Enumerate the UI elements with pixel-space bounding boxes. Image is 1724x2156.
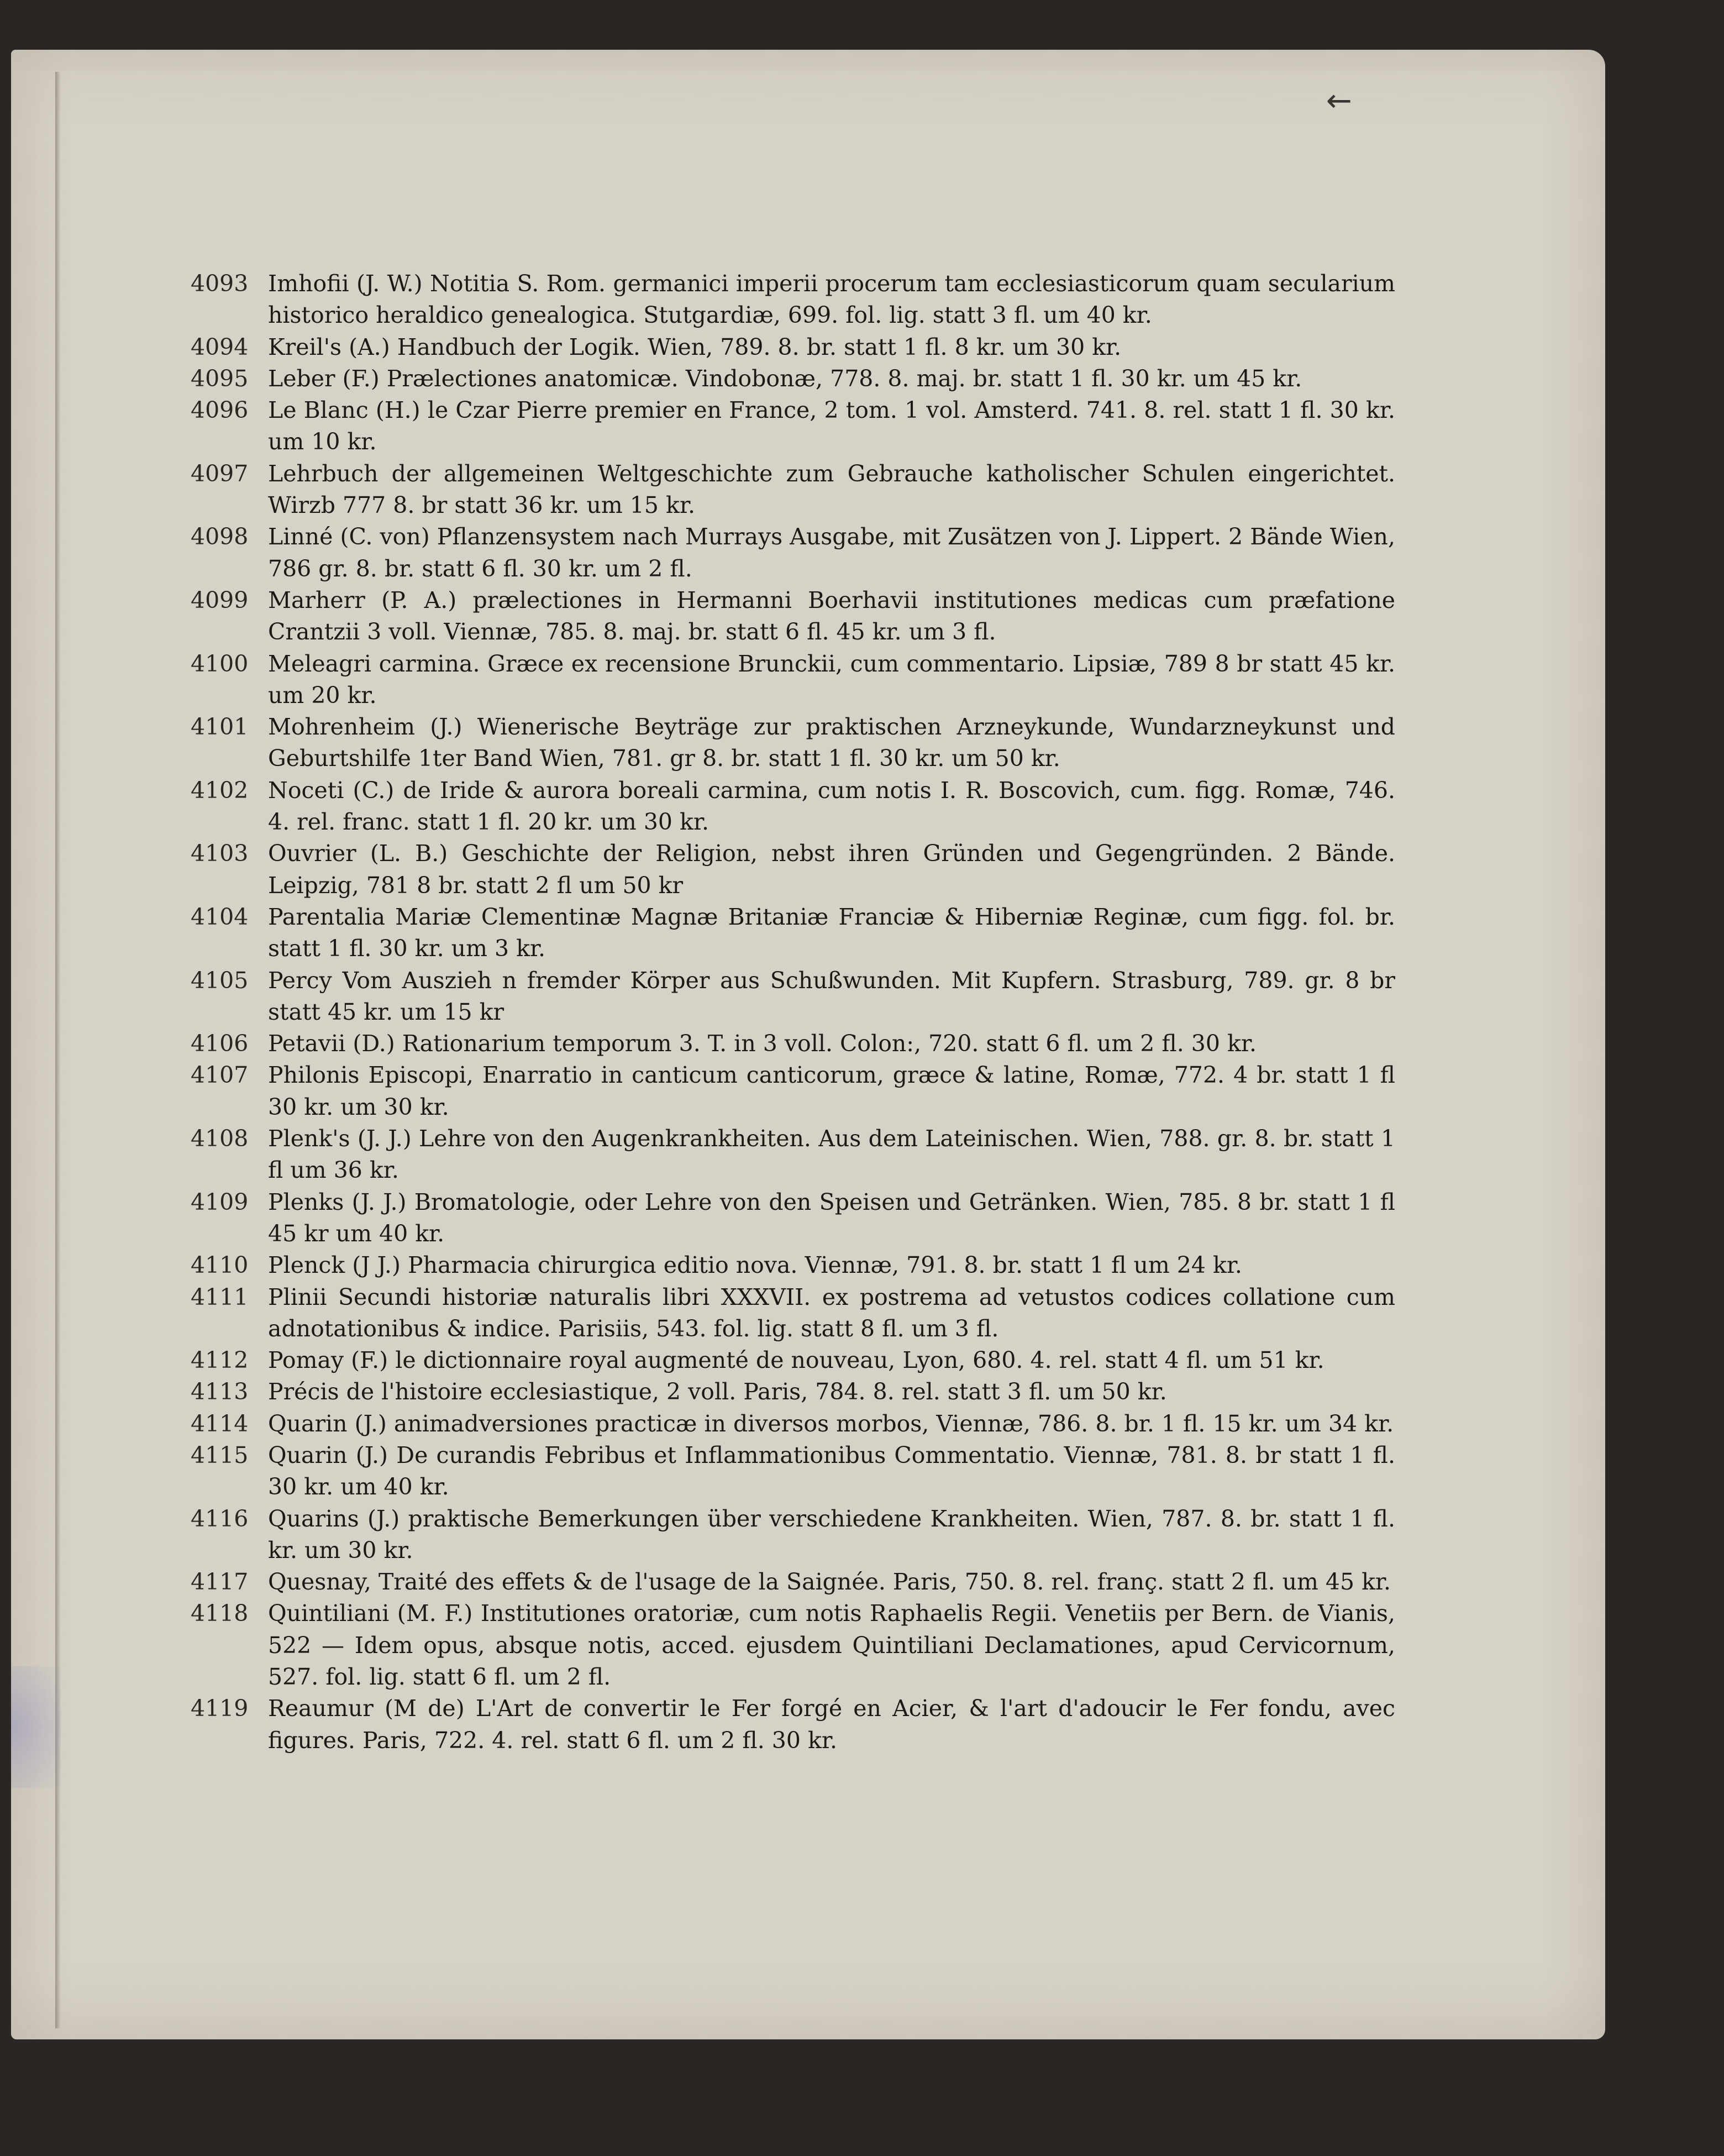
entry-number: 4116: [191, 1505, 249, 1532]
catalog-entry: [191, 363, 1395, 395]
entry-number: 4107: [191, 1062, 249, 1089]
entry-text: Noceti (C.) de Iride & aurora boreali carmina, cum notis I. R. Boscovich, cum. figg. Romæ, 746. 4. rel. franc. statt 1 fl. 20 kr. um 30 kr.: [268, 777, 1395, 836]
entry-text: Leber (F.) Prælectiones anatomicæ. Vindobonæ, 778. 8. maj. br. statt 1 fl. 30 kr. um 45 kr.: [268, 365, 1302, 392]
entry-text: Plenks (J. J.) Bromatologie, oder Lehre von den Speisen und Getränken. Wien, 785. 8 br. statt 1 fl 45 kr um 40 kr.: [268, 1188, 1395, 1247]
entry-text: Lehrbuch der allgemeinen Weltgeschichte zum Gebrauche katholischer Schulen eingerichtet. Wirzb 777 8. br statt 36 kr. um 15 kr.: [268, 460, 1395, 519]
entry-number: 4110: [191, 1252, 249, 1279]
corner-pencil-mark: ←: [1326, 83, 1352, 119]
entry-text: Quarin (J.) De curandis Febribus et Inflammationibus Commentatio. Viennæ, 781. 8. br statt 1 fl. 30 kr. um 40 kr.: [268, 1441, 1395, 1501]
catalog-entry: [191, 901, 1395, 965]
entry-text: Imhofii (J. W.) Notitia S. Rom. germanici imperii procerum tam ecclesiasticorum quam secularium historico heraldico genealogica. Stutgardiæ, 699. fol. lig. statt 3 fl. um 40 kr.: [268, 270, 1395, 329]
catalog-entry: [191, 585, 1395, 648]
entry-text: Parentalia Mariæ Clementinæ Magnæ Britaniæ Franciæ & Hiberniæ Reginæ, cum figg. fol. br. statt 1 fl. 30 kr. um 3 kr.: [268, 903, 1395, 962]
entry-number: 4111: [191, 1283, 249, 1310]
catalog-entry: [191, 1566, 1395, 1598]
entry-text: Percy Vom Auszieh n fremder Körper aus Schußwunden. Mit Kupfern. Strasburg, 789. gr. 8 br statt 45 kr. um 15 kr: [268, 967, 1395, 1025]
entry-number: 4113: [191, 1378, 249, 1405]
catalog-entry: [191, 395, 1395, 458]
catalog-entry: [191, 965, 1395, 1029]
catalog-entry: [191, 648, 1395, 712]
catalog-entry: [191, 838, 1395, 901]
entry-text: Kreil's (A.) Handbuch der Logik. Wien, 789. 8. br. statt 1 fl. 8 kr. um 30 kr.: [268, 333, 1122, 360]
catalog-entry: [191, 1059, 1395, 1123]
entry-text: Ouvrier (L. B.) Geschichte der Religion, nebst ihren Gründen und Gegengründen. 2 Bände. Leipzig, 781 8 br. statt 2 fl um 50 kr: [268, 840, 1395, 899]
entry-number: 4100: [191, 650, 249, 677]
entry-number: 4114: [191, 1410, 249, 1437]
entry-text: Linné (C. von) Pflanzensystem nach Murrays Ausgabe, mit Zusätzen von J. Lippert. 2 Bände Wien, 786 gr. 8. br. statt 6 fl. 30 kr. um 2 fl.: [268, 523, 1395, 582]
catalog-entry: [191, 775, 1395, 838]
entry-text: Quarins (J.) praktische Bemerkungen über verschiedene Krankheiten. Wien, 787. 8. br. statt 1 fl. kr. um 30 kr.: [268, 1505, 1395, 1564]
entry-text: Précis de l'histoire ecclesiastique, 2 voll. Paris, 784. 8. rel. statt 3 fl. um 50 kr.: [268, 1378, 1167, 1405]
catalog-entry: [191, 458, 1395, 522]
catalog-entry: [191, 521, 1395, 585]
entry-number: 4118: [191, 1600, 249, 1627]
entry-text: Mohrenheim (J.) Wienerische Beyträge zur praktischen Arzneykunde, Wundarzneykunst und Geburtshilfe 1ter Band Wien, 781. gr 8. br. statt 1 fl. 30 kr. um 50 kr.: [268, 714, 1395, 772]
entry-number: 4117: [191, 1569, 249, 1596]
catalog-entry: [191, 1440, 1395, 1503]
catalog-entry: [191, 1250, 1395, 1281]
entry-number: 4094: [191, 333, 249, 360]
entry-number: 4101: [191, 714, 249, 741]
entry-text: Marherr (P. A.) prælectiones in Hermanni Boerhavii institutiones medicas cum præfatione Crantzii 3 voll. Viennæ, 785. 8. maj. br. statt 6 fl. 45 kr. um 3 fl.: [268, 586, 1395, 646]
catalog-entry: [191, 711, 1395, 775]
catalog-page: [11, 50, 1605, 2039]
catalog-entry: [191, 332, 1395, 363]
entry-text: Pomay (F.) le dictionnaire royal augmenté de nouveau, Lyon, 680. 4. rel. statt 4 fl. um 51 kr.: [268, 1347, 1324, 1374]
catalog-entry: [191, 1123, 1395, 1187]
entry-text: Plenk's (J. J.) Lehre von den Augenkrankheiten. Aus dem Lateinischen. Wien, 788. gr. 8. br. statt 1 fl um 36 kr.: [268, 1125, 1395, 1184]
catalog-entry: [191, 1693, 1395, 1756]
entry-text: Quarin (J.) animadversiones practicæ in diversos morbos, Viennæ, 786. 8. br. 1 fl. 15 kr. um 34 kr.: [268, 1410, 1394, 1437]
catalog-entry: [191, 1598, 1395, 1693]
book-catalog-list: [191, 268, 1395, 1756]
catalog-entry: [191, 1187, 1395, 1250]
entry-number: 4098: [191, 523, 249, 550]
entry-number: 4106: [191, 1030, 249, 1057]
entry-number: 4096: [191, 397, 249, 424]
entry-number: 4108: [191, 1125, 249, 1152]
catalog-entry: [191, 268, 1395, 332]
entry-text: Plenck (J J.) Pharmacia chirurgica editio nova. Viennæ, 791. 8. br. statt 1 fl um 24 kr.: [268, 1252, 1242, 1279]
entry-number: 4112: [191, 1347, 249, 1374]
entry-number: 4109: [191, 1188, 249, 1215]
entry-number: 4095: [191, 365, 249, 392]
entry-number: 4099: [191, 586, 249, 613]
entry-number: 4102: [191, 777, 249, 804]
catalog-entry: [191, 1028, 1395, 1059]
entry-number: 4103: [191, 840, 249, 867]
entry-number: 4093: [191, 270, 249, 297]
entry-number: 4097: [191, 460, 249, 487]
catalog-entry: [191, 1345, 1395, 1376]
entry-number: 4105: [191, 967, 249, 994]
entry-text: Meleagri carmina. Græce ex recensione Brunckii, cum commentario. Lipsiæ, 789 8 br statt 45 kr. um 20 kr.: [268, 650, 1395, 709]
entry-text: Plinii Secundi historiæ naturalis libri XXXVII. ex postrema ad vetustos codices collatione cum adnotationibus & indice. Parisiis, 543. fol. lig. statt 8 fl. um 3 fl.: [268, 1283, 1395, 1342]
catalog-entry: [191, 1408, 1395, 1440]
entry-number: 4115: [191, 1441, 249, 1468]
entry-number: 4119: [191, 1695, 249, 1722]
entry-text: Quesnay, Traité des effets & de l'usage de la Saignée. Paris, 750. 8. rel. franç. statt 2 fl. um 45 kr.: [268, 1569, 1391, 1596]
catalog-entry: [191, 1282, 1395, 1345]
entry-text: Reaumur (M de) L'Art de convertir le Fer forgé en Acier, & l'art d'adoucir le Fer fondu, avec figures. Paris, 722. 4. rel. statt 6 fl. um 2 fl. 30 kr.: [268, 1695, 1395, 1754]
library-stamp-mark: [11, 1666, 61, 1788]
catalog-entry: [191, 1376, 1395, 1408]
entry-text: Le Blanc (H.) le Czar Pierre premier en France, 2 tom. 1 vol. Amsterd. 741. 8. rel. statt 1 fl. 30 kr. um 10 kr.: [268, 397, 1395, 455]
entry-text: Quintiliani (M. F.) Institutiones oratoriæ, cum notis Raphaelis Regii. Venetiis per Bern. de Vianis, 522 — Idem opus, absque notis, acced. ejusdem Quintiliani Declamationes, apud Cervicornum, 527. fol. lig. statt 6 fl. um 2 fl.: [268, 1600, 1395, 1691]
entry-number: 4104: [191, 903, 249, 930]
entry-text: Petavii (D.) Rationarium temporum 3. T. in 3 voll. Colon:, 720. statt 6 fl. um 2 fl. 30 kr.: [268, 1030, 1257, 1057]
catalog-entry: [191, 1503, 1395, 1567]
entry-text: Philonis Episcopi, Enarratio in canticum canticorum, græce & latine, Romæ, 772. 4 br. statt 1 fl 30 kr. um 30 kr.: [268, 1062, 1395, 1120]
